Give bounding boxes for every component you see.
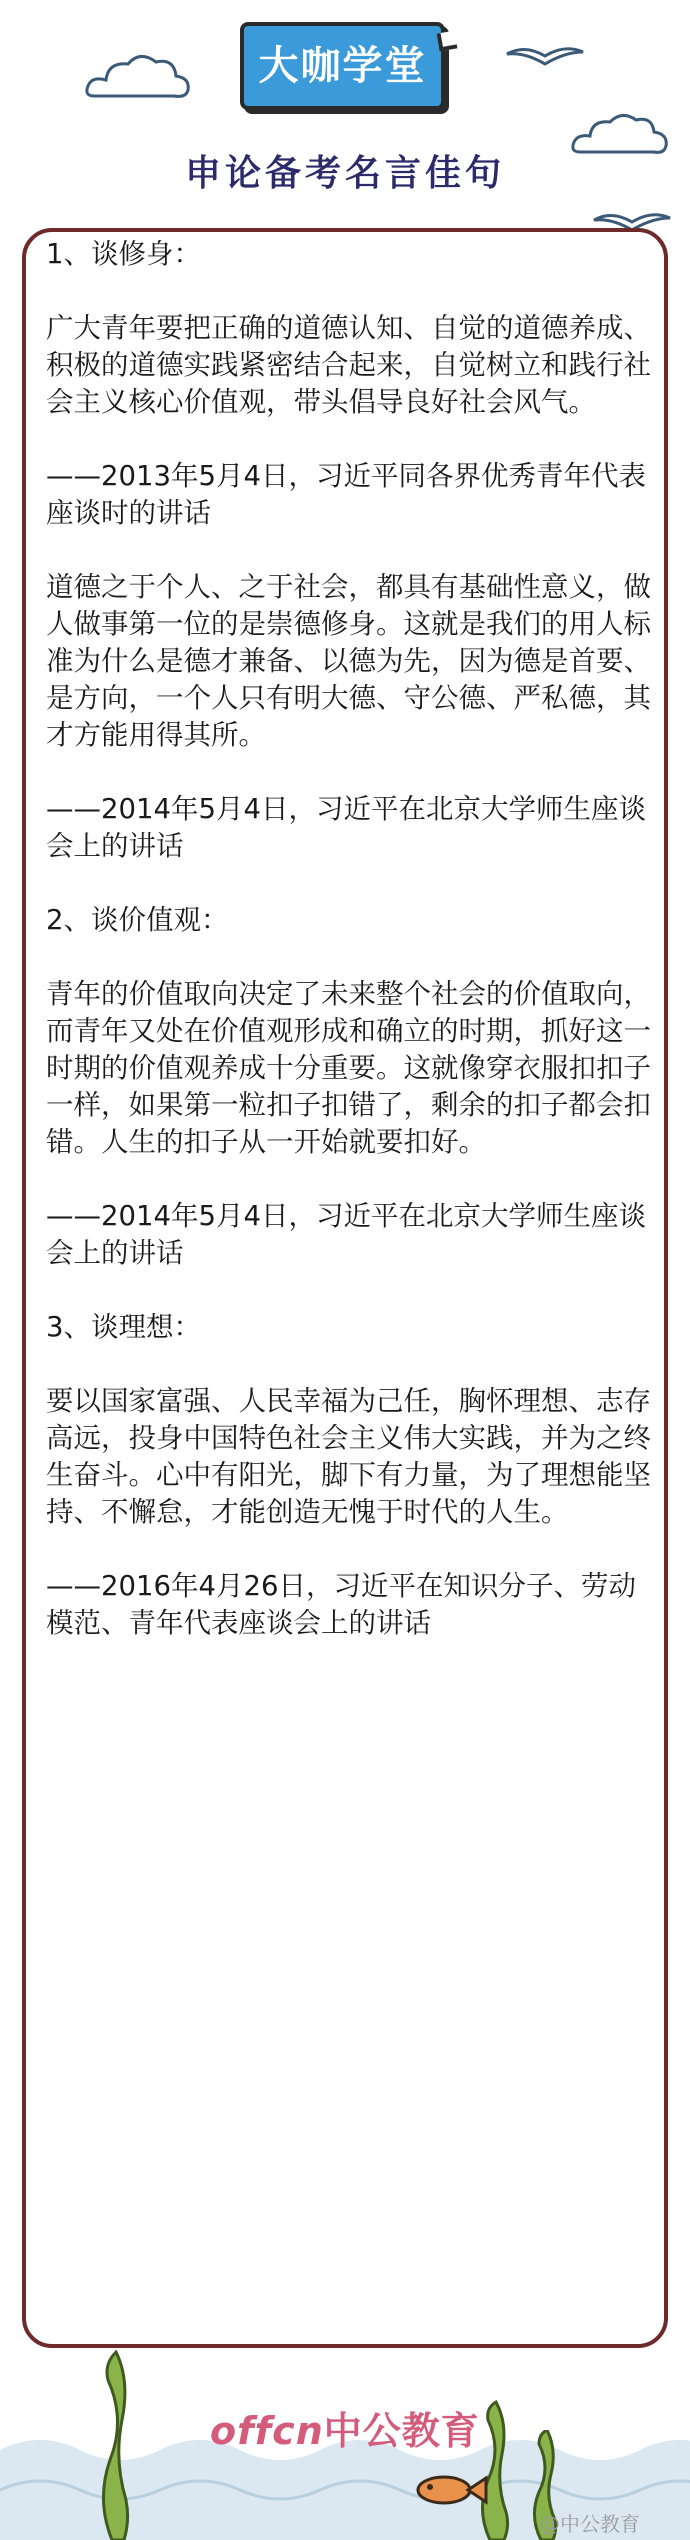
fish-icon [410,2470,490,2510]
paragraph: 广大青年要把正确的道德认知、自觉的道德养成、积极的道德实践紧密结合起来，自觉树立和践行社会主义核心价值观，带头倡导良好社会风气。 [46,312,651,418]
paragraph: 要以国家富强、人民幸福为己任，胸怀理想、志存高远，投身中国特色社会主义伟大实践，并为之终生奋斗。心中有阳光，脚下有力量，为了理想能坚持、不懈怠，才能创造无愧于时代的人生。 [46,1385,651,1528]
paragraph: 道德之于个人、之于社会，都具有基础性意义，做人做事第一位的是崇德修身。这就是我们的用人标准为什么是德才兼备、以德为先，因为德是首要、是方向，一个人只有明大德、守公德、严私德，其才方能用得其所。 [46,571,651,751]
section-ideals [46,1309,656,1642]
logo-text: 中公教育 [323,2409,480,2453]
seaweed-left-icon [90,2350,140,2540]
quote-source: ——2013年5月4日，习近平同各界优秀青年代表座谈时的讲话 [46,460,646,529]
watermark: @中公教育 [540,2512,640,2536]
badge-fold-icon [437,31,458,52]
section-self-cultivation [46,236,656,865]
section-values [46,902,656,1272]
brand-logo [210,2400,480,2455]
bird-top-icon [505,42,585,72]
quote-source: ——2016年4月26日，习近平在知识分子、劳动模范、青年代表座谈会上的讲话 [46,1570,636,1639]
header-badge: 大咖学堂 [240,22,445,110]
section-heading: 1、谈修身： [46,238,201,270]
section-heading: 3、谈理想： [46,1311,201,1343]
content-body [46,236,656,1679]
logo-brand: offcn [210,2409,324,2453]
quote-source: ——2014年5月4日，习近平在北京大学师生座谈会上的讲话 [46,1200,646,1269]
cloud-left-icon [84,46,194,106]
paragraph: 青年的价值取向决定了未来整个社会的价值取向，而青年又处在价值观形成和确立的时期，抓好这一时期的价值观养成十分重要。这就像穿衣服扣扣子一样，如果第一粒扣子扣错了，剩余的扣子都会扣错。人生的扣子从一开始就要扣好。 [46,978,651,1158]
page-title: 申论备考名言佳句 [184,153,505,194]
quote-source: ——2014年5月4日，习近平在北京大学师生座谈会上的讲话 [46,793,646,862]
section-heading: 2、谈价值观： [46,904,229,936]
